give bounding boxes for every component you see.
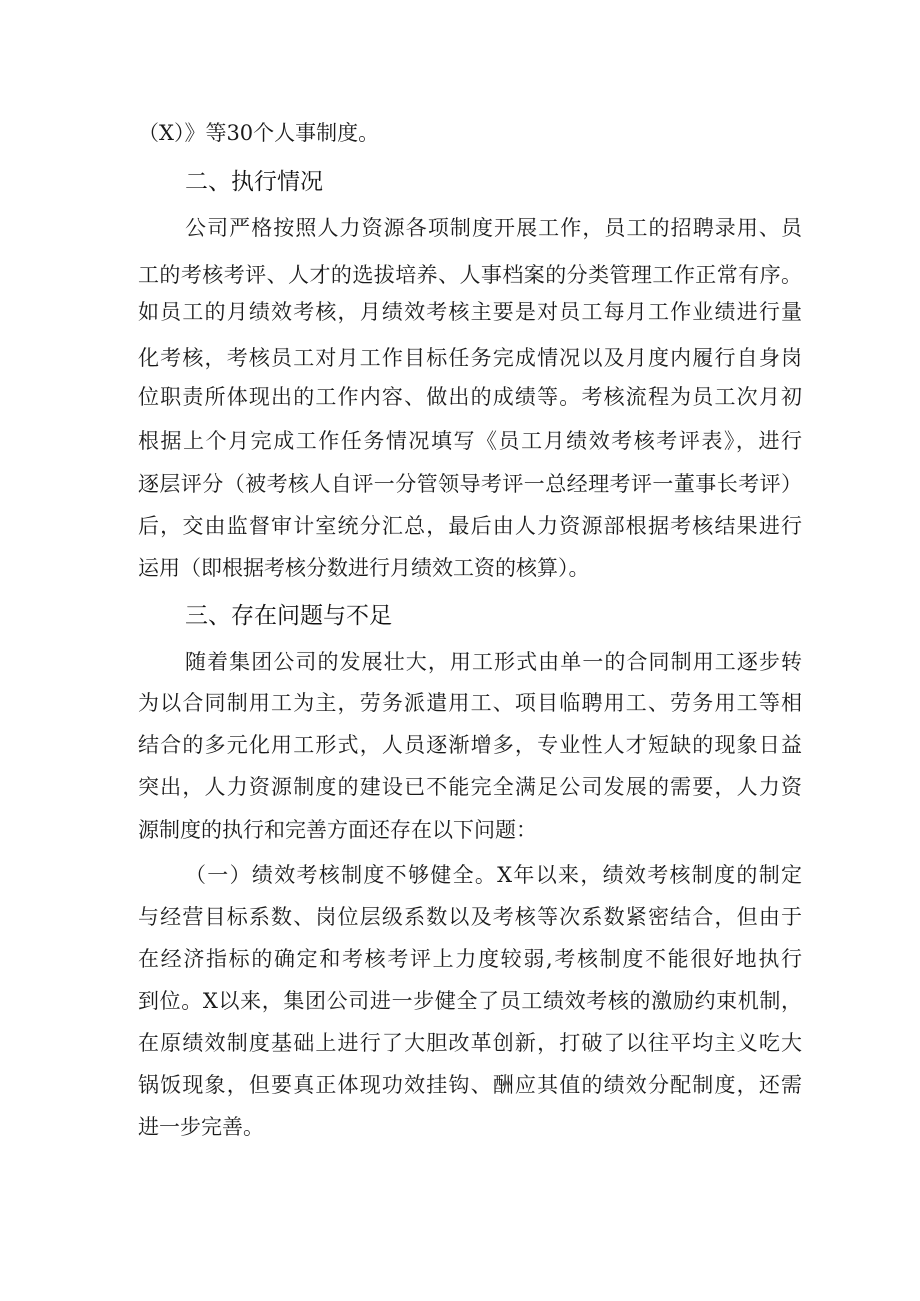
paragraph-line: 锅饭现象，但要真正体现功效挂钩、酬应其值的绩效分配制度，还需 bbox=[138, 1073, 802, 1097]
paragraph-line: 公司严格按照人力资源各项制度开展工作，员工的招聘录用、员 bbox=[185, 216, 802, 240]
paragraph-line: 在原绩效制度基础上进行了大胆改革创新，打破了以往平均主义吃大 bbox=[138, 1031, 802, 1055]
paragraph-line: 逐层评分（被考核人自评一分管领导考评一总经理考评一董事长考评） bbox=[138, 472, 802, 496]
paragraph-line: 源制度的执行和完善方面还存在以下问题： bbox=[138, 818, 537, 842]
paragraph-line: 工的考核考评、人才的选拔培养、人事档案的分类管理工作正常有序。 bbox=[138, 263, 802, 287]
paragraph-line: 结合的多元化用工形式，人员逐渐增多，专业性人才短缺的现象日益 bbox=[138, 733, 802, 757]
section-heading-execution: 二、执行情况 bbox=[185, 169, 323, 195]
paragraph-line: 为以合同制用工为主，劳务派遣用工、项目临聘用工、劳务用工等相 bbox=[138, 691, 802, 715]
paragraph-line: 进一步完善。 bbox=[138, 1115, 264, 1139]
paragraph-line: 到位。X以来，集团公司进一步健全了员工绩效考核的激励约束机制， bbox=[138, 989, 802, 1013]
paragraph-line: 后，交由监督审计室统分汇总，最后由人力资源部根据考核结果进行 bbox=[138, 514, 802, 538]
paragraph-line: 化考核，考核员工对月工作目标任务完成情况以及月度内履行自身岗 bbox=[138, 346, 802, 370]
intro-line: （X）》等30个人事制度。 bbox=[138, 121, 380, 145]
paragraph-line: 随着集团公司的发展壮大，用工形式由单一的合同制用工逐步转 bbox=[185, 650, 802, 674]
paragraph-line: 位职责所体现出的工作内容、做出的成绩等。考核流程为员工次月初 bbox=[138, 385, 802, 409]
paragraph-line: 突出，人力资源制度的建设已不能完全满足公司发展的需要，人力资 bbox=[138, 775, 802, 799]
section-heading-problems: 三、存在问题与不足 bbox=[185, 603, 392, 629]
paragraph-line: 在经济指标的确定和考核考评上力度较弱,考核制度不能很好地执行 bbox=[138, 947, 802, 971]
paragraph-line: 运用（即根据考核分数进行月绩效工资的核算）。 bbox=[138, 556, 590, 580]
paragraph-line: 与经营目标系数、岗位层级系数以及考核等次系数紧密结合，但由于 bbox=[138, 905, 802, 929]
paragraph-line: 如员工的月绩效考核，月绩效考核主要是对员工每月工作业绩进行量 bbox=[138, 300, 802, 324]
paragraph-line: （一）绩效考核制度不够健全。X年以来，绩效考核制度的制定 bbox=[185, 863, 802, 887]
paragraph-line: 根据上个月完成工作任务情况填写《员工月绩效考核考评表》，进行 bbox=[138, 429, 802, 453]
